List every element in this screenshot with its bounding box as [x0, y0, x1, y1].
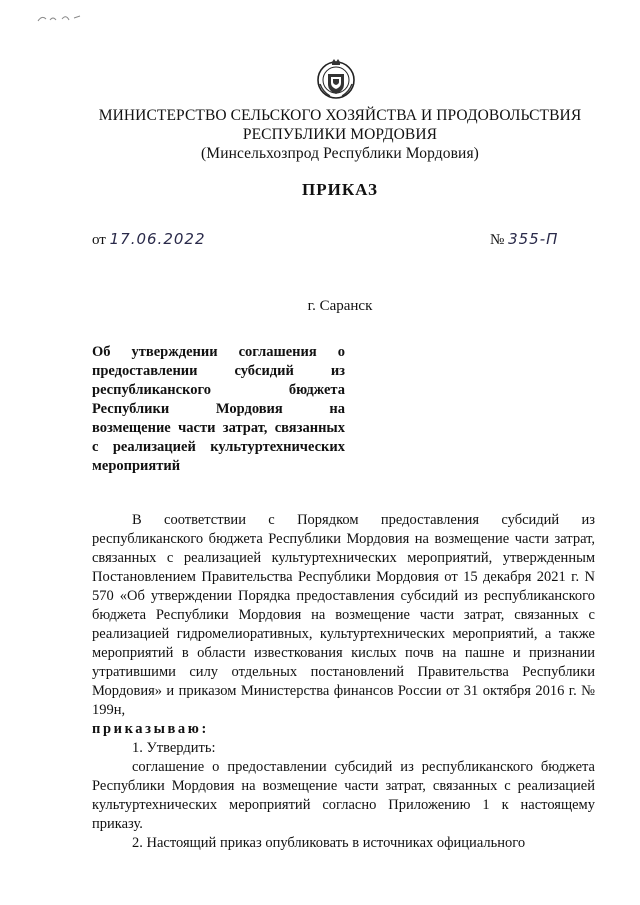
date-prefix: от	[92, 232, 106, 248]
order-number	[490, 230, 558, 249]
order-body	[92, 511, 595, 853]
order-date	[92, 230, 206, 249]
subject-line: предоставлении субсидий из	[92, 363, 345, 379]
number-prefix: №	[490, 232, 505, 248]
order-word: приказываю:	[92, 721, 209, 737]
subject-line: возмещение части затрат, связанных	[92, 420, 345, 436]
item-2-text: 2. Настоящий приказ опубликовать в источниках официального	[132, 835, 526, 851]
city: г. Саранск	[307, 298, 373, 314]
ministry-name-line2: РЕСПУБЛИКИ МОРДОВИЯ	[242, 126, 438, 143]
coat-of-arms-emblem	[315, 56, 357, 102]
item-1-text: соглашение о предоставлении субсидий из республиканского бюджета Республики Мордовия на возмещение части затрат, связанных с реализацией культуртехнических мероприятий согласно Приложению 1 к настоящему приказу.	[92, 759, 595, 832]
date-handwritten: 17.06.2022	[109, 230, 206, 248]
handwritten-mark	[36, 12, 84, 24]
preamble-paragraph: В соответствии с Порядком предоставления субсидий из республиканского бюджета Республики Мордовия на возмещение части затрат, связанных с реализацией культуртехнических мероприятий, утвержденным Постановлением Правительства Республики Мордовия от 15 декабря 2021 г. N 570 «Об утверждении Порядка предоставления субсидий из республиканского бюджета Республики Мордовия на возмещение части затрат, связанных с реализацией гидромелиоративных, культуртехнических мероприятий, а также мероприятий в области известкования кислых почв на пашне и признании утратившими силу отдельных постановлений Правительства Республики Мордовия» и приказом Министерства финансов России от 31 октября 2016 г. № 199н,	[92, 512, 595, 718]
subject-line: мероприятий	[92, 458, 181, 474]
number-handwritten: 355-П	[508, 230, 559, 248]
ministry-short-name: (Минсельхозпрод Республики Мордовия)	[201, 145, 479, 162]
subject-line: республиканского бюджета	[92, 382, 345, 398]
ministry-header	[90, 106, 590, 163]
subject-line: с реализацией культуртехнических	[92, 439, 345, 455]
order-subject	[92, 343, 345, 476]
ministry-name-line1: МИНИСТЕРСТВО СЕЛЬСКОГО ХОЗЯЙСТВА И ПРОДОВОЛЬСТВИЯ	[98, 107, 582, 124]
item-1-heading: 1. Утвердить:	[132, 740, 216, 756]
subject-line: Республики Мордовия на	[92, 401, 345, 417]
subject-line: Об утверждении соглашения о	[92, 344, 345, 360]
order-title: ПРИКАЗ	[302, 180, 378, 199]
